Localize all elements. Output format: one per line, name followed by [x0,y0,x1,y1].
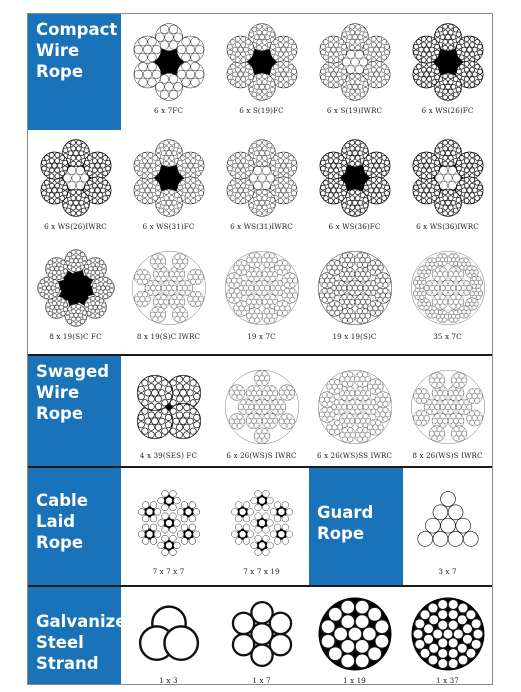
rope-label: 35 x 7C [433,332,462,341]
rope-item [215,248,308,341]
rope-item [215,22,308,115]
rope-cross-section-icon [36,248,116,328]
rope-label: 6 x S(19)IWRC [326,106,383,115]
rope-cross-section-icon [222,138,302,218]
rope-label: 6 x WS(31)FC [142,222,195,231]
heading-line: Strand [36,654,99,673]
rope-cross-section-icon [315,138,395,218]
heading-line: Compact [36,20,118,39]
heading-line: Rope [36,533,84,552]
rope-item [29,138,122,231]
rope-cross-section-icon [129,138,209,218]
rope-item [401,248,493,341]
rope-item [215,367,308,460]
rope-label: 4 x 39(SES) FC [139,451,198,460]
strand-cross-section-icon [317,596,393,672]
compact-wire-rope-heading [28,14,121,130]
rope-label: 19 x 7C [247,332,276,341]
heading-line: Wire [36,41,80,60]
rope-label: 6 x 26(WS)S IWRC [226,451,297,460]
rope-item [308,367,401,460]
strand-item [308,596,401,685]
rope-cross-section-icon [315,22,395,102]
rope-label: 6 x WS(36)FC [328,222,381,231]
heading-line: Rope [36,404,84,423]
rope-item [215,138,308,231]
rope-label: 6 x 7FC [154,106,183,115]
rope-label: 6 x WS(26)FC [421,106,474,115]
rope-cross-section-icon [129,367,209,447]
rope-cross-section-icon [222,483,302,563]
rope-cross-section-icon [408,138,488,218]
rope-cross-section-icon [315,367,395,447]
rope-label: 6 x WS(31)IWRC [230,222,293,231]
heading-line: Laid [36,512,76,531]
swaged-wire-rope-heading [28,356,121,466]
rope-item [401,138,493,231]
heading-line: Guard [317,503,374,522]
rope-cross-section-icon [408,248,488,328]
heading-line: Galvanized [36,612,139,631]
rope-cross-section-icon [408,22,488,102]
rope-catalog [27,13,493,685]
guard-rope-heading [309,468,403,585]
rope-label: 6 x S(19)FC [239,106,284,115]
rope-cross-section-icon [222,22,302,102]
cable-laid-rope-heading [28,468,121,585]
rope-cross-section-icon [129,248,209,328]
rope-label: 7 x 7 x 7 [152,567,185,576]
rope-item [122,483,215,576]
rope-label: 6 x WS(36)IWRC [416,222,479,231]
rope-cross-section-icon [222,248,302,328]
rope-label: 7 x 7 x 19 [243,567,280,576]
heading-line: Rope [36,62,84,81]
strand-cross-section-icon [410,596,486,672]
rope-label: 6 x 26(WS)SS IWRC [316,451,393,460]
strand-item [401,596,493,685]
rope-item [308,138,401,231]
rope-item [401,367,493,460]
rope-cross-section-icon [315,248,395,328]
rope-label: 8 x 19(S)C IWRC [136,332,201,341]
rope-cross-section-icon [129,483,209,563]
rope-item [29,248,122,341]
rope-label: 6 x WS(26)IWRC [44,222,107,231]
heading-line: Rope [317,524,365,543]
galvanized-steel-strand-heading [28,587,139,685]
rope-item [122,248,215,341]
rope-item [122,22,215,115]
rope-cross-section-icon [129,22,209,102]
strand-label: 1 x 37 [436,676,459,685]
strand-item [122,596,215,685]
rope-cross-section-icon [36,138,116,218]
heading-line: Swaged [36,362,110,381]
strand-label: 1 x 3 [159,676,178,685]
strand-item [215,596,308,685]
rope-cross-section-icon [408,483,488,563]
rope-item [308,248,401,341]
heading-line: Steel [36,633,84,652]
rope-label: 8 x 19(S)C FC [49,332,102,341]
strand-label: 1 x 19 [343,676,366,685]
rope-label: 8 x 26(WS)S IWRC [412,451,483,460]
rope-item [215,483,308,576]
rope-item [401,483,493,576]
rope-item [122,367,215,460]
strand-label: 1 x 7 [252,676,271,685]
rope-cross-section-icon [222,367,302,447]
strand-cross-section-icon [224,596,300,672]
rope-item [308,22,401,115]
rope-item [122,138,215,231]
heading-line: Wire [36,383,80,402]
rope-label: 19 x 19(S)C [332,332,377,341]
strand-cross-section-icon [131,596,207,672]
rope-cross-section-icon [408,367,488,447]
heading-line: Cable [36,491,88,510]
rope-item [401,22,493,115]
rope-label: 3 x 7 [438,567,457,576]
